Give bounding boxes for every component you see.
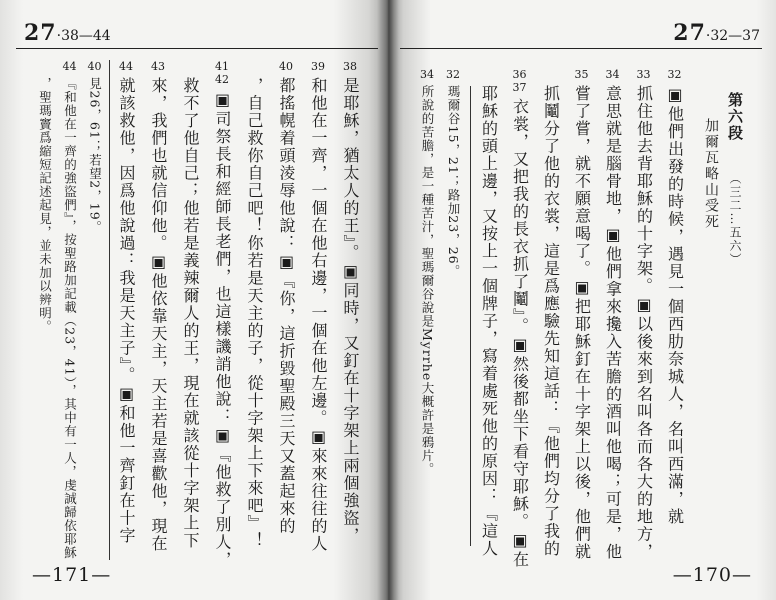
verse-number: 36 [512, 68, 527, 81]
column-text: ▣他們出發的時候，遇見一個西肋奈城人，名叫西滿，就 [665, 85, 685, 526]
text-column [473, 68, 504, 558]
column-text: 抓住他去背耶穌的十字架。▣以後來到名叫各而各大的地方， [634, 85, 654, 561]
text-column [535, 68, 566, 558]
verse-number: 44 [119, 60, 133, 73]
verse-number: 41 [215, 60, 229, 73]
right-page [388, 0, 776, 600]
footnote-text: 見26，61；若望2，19。 [87, 77, 103, 235]
footnote-number: 44 [62, 60, 77, 73]
verse-label [343, 60, 357, 77]
chapter-number: 27 [24, 20, 57, 46]
footnote-text: 『和他在一齊的強盜們』，按聖路加記載（23，41），其中有一人，虔誠歸依耶穌 [62, 77, 78, 560]
column-text: 抓鬮分了他的衣裳，這是爲應驗先知這話：『他們均分了我的 [541, 85, 561, 558]
text-columns [414, 68, 747, 569]
footnote-text: 所說的苦膽，是一種苦汁，聖瑪爾谷說是Myrrhe大概許是鴉片。 [420, 85, 435, 476]
verse-number: 38 [343, 60, 357, 73]
verse-number: 42 [215, 73, 229, 86]
verse-label [637, 68, 651, 85]
verse-number: 40 [279, 60, 293, 73]
column-text: 來，我們也就信仰他。▣他依靠天主，天主若是喜歡他，現在 [149, 77, 168, 553]
footnote-label [446, 68, 460, 85]
verse-label [311, 60, 325, 77]
section-title: 第六段 [726, 92, 744, 142]
footnote [82, 60, 107, 234]
book-gutter [377, 0, 399, 600]
text-column [566, 68, 597, 561]
verse-number: 35 [574, 68, 589, 81]
section-subheading [699, 68, 723, 230]
footnote [57, 60, 82, 559]
verse-label [575, 68, 589, 85]
verse-number: 33 [636, 68, 651, 81]
verse-number: 32 [667, 68, 682, 81]
text-column [238, 60, 270, 550]
section-subtitle: 加爾瓦略山受死 [703, 118, 719, 230]
text-column [659, 68, 690, 526]
page-header [673, 20, 760, 46]
text-column [334, 60, 366, 545]
verse-range: ·38—44 [56, 28, 111, 44]
verse-label [151, 60, 165, 77]
footnote-number: 40 [87, 60, 102, 73]
text-column [174, 60, 206, 550]
column-text: 都搖幌着頭淩辱他說：▣『你，這折毀聖殿三天又蓋起來的 [277, 77, 296, 535]
footnote-continuation [32, 60, 57, 334]
footnote-number: 32 [446, 68, 460, 81]
column-text: 和他在一齊，一個在他右邊，一個在他左邊。▣來來往往的人 [309, 77, 328, 553]
footnote-label [420, 68, 434, 85]
text-column [270, 60, 302, 535]
column-text: 就該救他，因爲他說過：我是天主子』。▣和他一齊釘在十字 [117, 77, 136, 545]
verse-range: ·32—37 [705, 28, 760, 44]
column-text: 衣裳，又把我的長衣抓了鬮』。▣然後都坐下看守耶穌。▣在 [510, 98, 530, 569]
page-number: —171— [32, 564, 112, 586]
header-rule [16, 48, 378, 49]
text-column [206, 60, 238, 569]
page-number: —170— [672, 564, 752, 586]
verse-label [279, 60, 293, 77]
text-column [597, 68, 628, 561]
column-text: 耶穌的頭上邊，又按上一個牌子，寫着處死他的原因：『這人 [479, 85, 499, 558]
column-text: 意思就是腦骨地，▣他們拿來攙入苦膽的酒叫他喝；可是，他 [603, 85, 623, 561]
text-column [302, 60, 334, 553]
page-header [24, 20, 111, 46]
section-heading [723, 68, 747, 266]
verse-label [513, 68, 527, 98]
footnote-number: 34 [420, 68, 434, 81]
verse-label [606, 68, 620, 85]
footnote-text: ，聖瑪竇爲縮短記述起見，並未加以辨明。 [37, 77, 53, 334]
text-column [628, 68, 659, 561]
footnote-label [63, 60, 77, 77]
header-rule [400, 48, 762, 49]
footnote-text: 瑪爾谷15，21；路加23，26。 [446, 85, 461, 279]
column-text: ▣司祭長和經師長老們，也這樣譏誚他說：▣『他救了別人， [213, 90, 232, 569]
footnote [440, 68, 466, 278]
text-column [504, 68, 535, 569]
text-column [142, 60, 174, 553]
column-text: 救不了他自己；他若是義辣爾人的王，現在就該從十字架上下 [181, 77, 200, 550]
chapter-number: 27 [673, 20, 706, 46]
verse-label [215, 60, 229, 90]
verse-number: 39 [311, 60, 325, 73]
verse-number: 34 [605, 68, 620, 81]
text-column [110, 60, 142, 545]
verse-number: 37 [512, 81, 527, 94]
column-text: 嘗了嘗，就不願意喝了。▣把耶穌釘在十字架上以後，他們就 [572, 85, 592, 561]
footnote-divider [470, 86, 471, 546]
section-range: （三二…五六） [728, 171, 742, 266]
verse-label [668, 68, 682, 85]
footnote [414, 68, 440, 476]
column-text: 是耶穌，猶太人的王』。▣同時，又釘在十字架上兩個強盜， [341, 77, 360, 545]
verse-label [119, 60, 133, 77]
column-text: ，自己救你自己吧！你若是天主的子，從十字架上下來吧』！ [245, 77, 264, 550]
footnote-label [88, 60, 102, 77]
verse-number: 43 [151, 60, 165, 73]
text-columns [32, 60, 366, 569]
